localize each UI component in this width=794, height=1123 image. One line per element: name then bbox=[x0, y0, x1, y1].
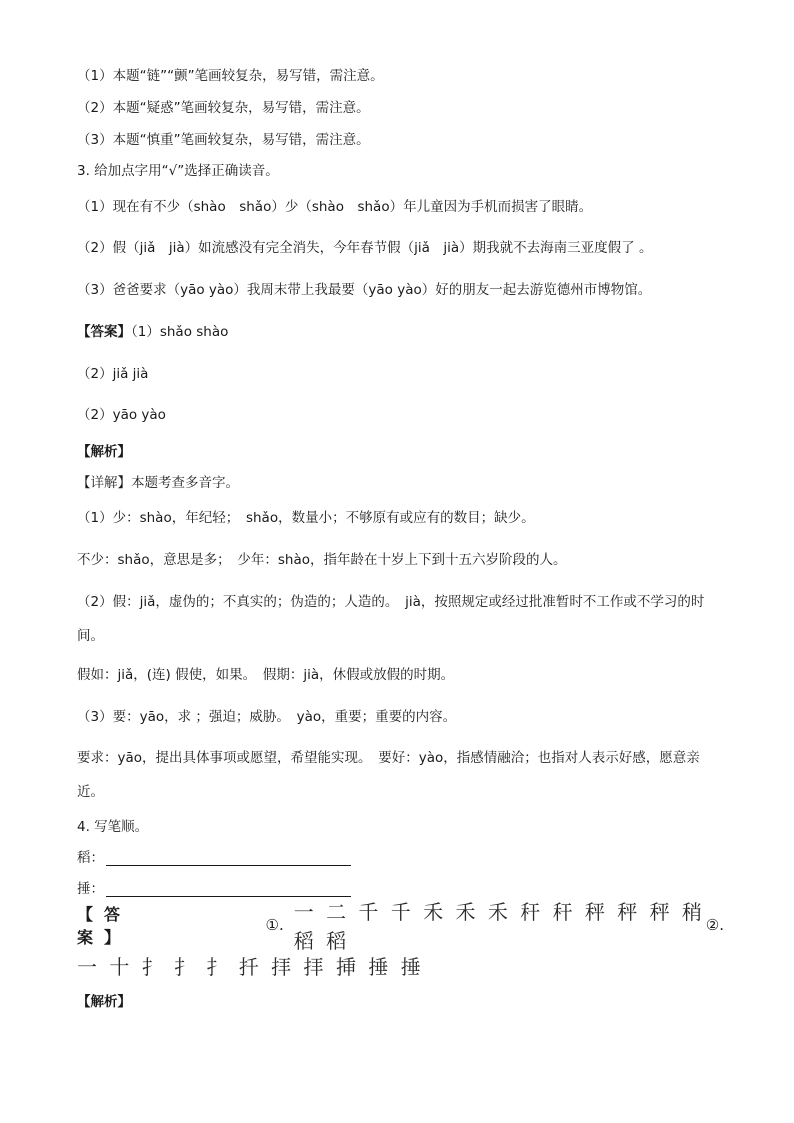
explanation-5: （3）要：yāo，求 ；强迫；威胁。 yào，重要；重要的内容。 bbox=[77, 709, 457, 725]
answer-value-1: （1）shǎo shào bbox=[131, 324, 229, 340]
note-3: （3）本题“慎重”笔画较复杂，易写错，需注意。 bbox=[77, 132, 370, 148]
char-label-2: 捶： bbox=[77, 881, 104, 897]
explanation-6: 要求：yāo，提出具体事项或愿望，希望能实现。 要好：yào，指感情融洽；也指对人表示好感，愿意亲近。 bbox=[77, 750, 700, 800]
question-3-item-3: （3）爸爸要求（yāo yào）我周末带上我最要（yāo yào）好的朋友一起去游览德州市博物馆。 bbox=[77, 282, 652, 298]
answer-value-3: （2）yāo yào bbox=[77, 407, 166, 423]
q4-analysis-label: 【解析】 bbox=[77, 994, 131, 1010]
explanation-4: 假如：jiǎ，(连) 假使，如果。 假期：jià，休假或放假的时期。 bbox=[77, 667, 455, 683]
note-2: （2）本题“疑惑”笔画较复杂，易写错，需注意。 bbox=[77, 100, 370, 116]
q4-answer-label: 【答案】 bbox=[77, 905, 132, 947]
char-label-1: 稻： bbox=[77, 850, 104, 866]
answer-row-1 bbox=[77, 322, 724, 342]
explanation-2: 不少：shǎo，意思是多； 少年：shào，指年龄在十岁上下到十五六岁阶段的人。 bbox=[77, 552, 567, 568]
answer-number-1: ①. bbox=[265, 916, 284, 934]
answer-label: 【答案】 bbox=[77, 324, 131, 340]
answer-blank-1[interactable] bbox=[106, 851, 351, 866]
explanation-1: （1）少：shào，年纪轻； shǎo，数量小；不够原有或应有的数目；缺少。 bbox=[77, 510, 535, 526]
stroke-order-1: 一 二 千 千 禾 禾 禾 秆 秆 秤 秤 秤 稍 稻 稻 bbox=[293, 900, 706, 953]
answer-value-2: （2）jiǎ jià bbox=[77, 366, 149, 382]
stroke-answer-row-2 bbox=[77, 950, 724, 980]
stroke-answer-row-1 bbox=[77, 900, 724, 953]
stroke-order-2: 一 十 扌 扌 扌 扦 拝 拝 挿 捶 捶 bbox=[77, 954, 424, 979]
question-3-item-1: （1）现在有不少（shào shǎo）少（shào shǎo）年儿童因为手机而损害了眼睛。 bbox=[77, 199, 593, 215]
detail-line: 【详解】本题考查多音字。 bbox=[77, 475, 239, 491]
explanation-3: （2）假：jiǎ，虚伪的；不真实的；伪造的；人造的。 jià，按照规定或经过批准暂时不工作或不学习的时间。 bbox=[77, 594, 705, 644]
question-3-item-2: （2）假（jiǎ jià）如流感没有完全消失，今年春节假（jiǎ jià）期我就不去海南三亚度假了 。 bbox=[77, 240, 653, 256]
question-4-title: 4. 写笔顺。 bbox=[77, 819, 149, 835]
note-1: （1）本题“链”“颤”笔画较复杂，易写错，需注意。 bbox=[77, 68, 384, 84]
answer-blank-2[interactable] bbox=[106, 882, 351, 897]
analysis-label: 【解析】 bbox=[77, 444, 131, 460]
stroke-blank-1 bbox=[77, 848, 724, 868]
answer-number-2: ②. bbox=[705, 916, 724, 934]
question-3-title: 3. 给加点字用“√”选择正确读音。 bbox=[77, 163, 279, 179]
